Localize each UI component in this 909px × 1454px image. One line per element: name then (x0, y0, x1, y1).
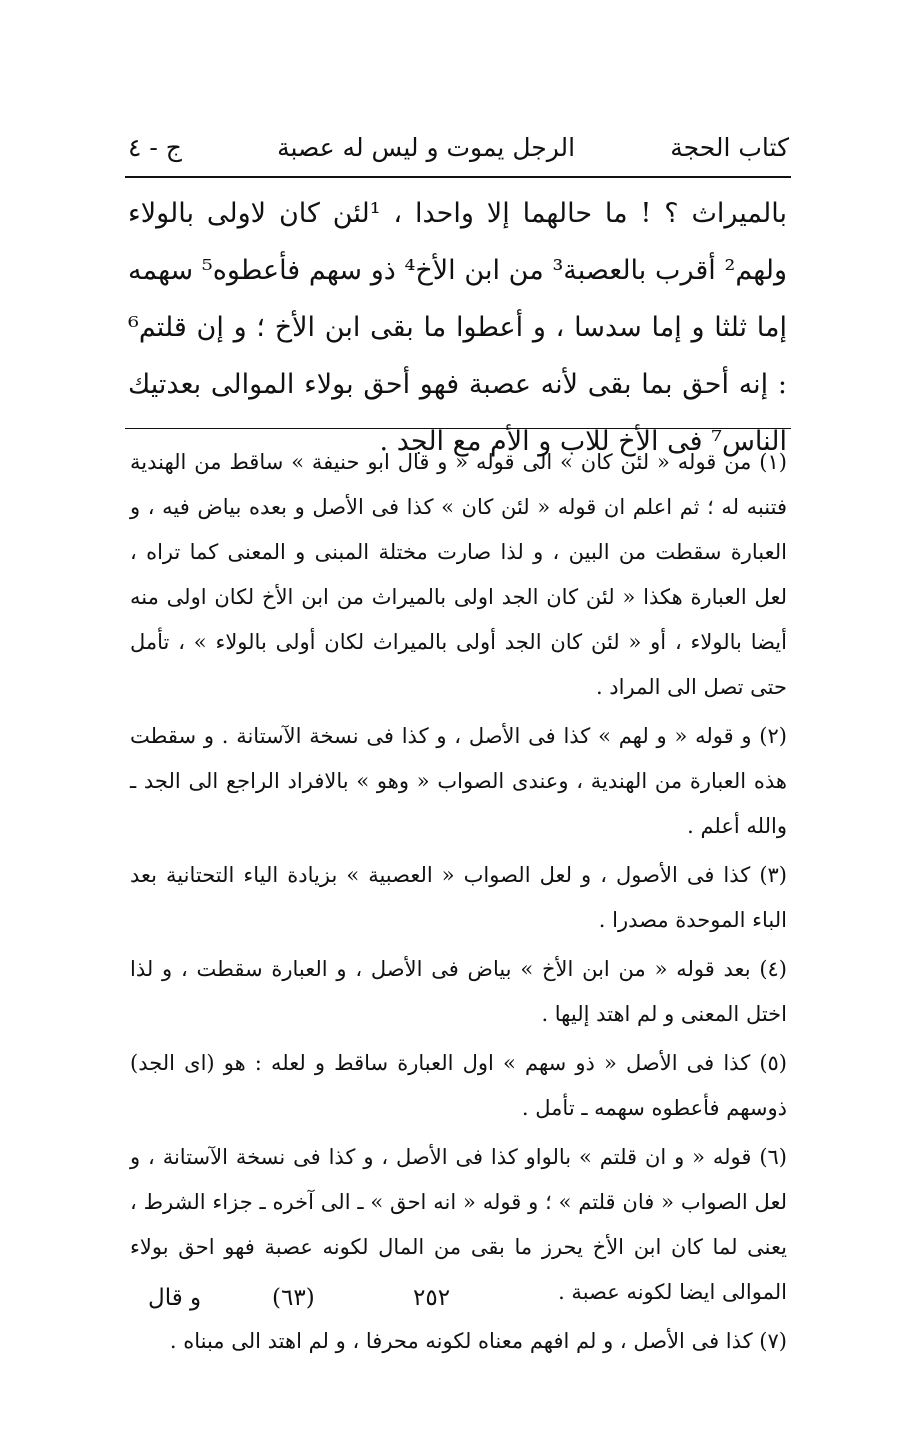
header-rule (125, 176, 791, 178)
signature-code: (٦٣) (272, 1285, 315, 1311)
footnotes (130, 440, 787, 1368)
footnote-7: (٧) كذا فى الأصل ، و لم افهم معناه لكونه محرفا ، و لم اهتد الى مبناه . (169, 1329, 787, 1353)
main-paragraph: بالميراث ؟ ! ما حالهما إلا واحدا ، ¹لئن كان لاولى بالولاء ولهم² أقرب بالعصبة³ من ابن الأخ⁴ ذو سهم فأعطوه⁵ سهمه إما ثلثا و إما سدسا ، و أعطوا ما بقى ابن الأخ ؛ و إن قلتم⁶ : إنه أحق بما بقى لأنه عصبة فهو أحق بولاء الموالى بعدتيك الناس⁷ فى الأخ للاب و الأم مع الجد . (128, 198, 787, 457)
footnote-6: (٦) قوله « و ان قلتم » بالواو كذا فى الأصل ، و كذا فى نسخة الآستانة ، و لعل الصواب « فان قلتم » ؛ و قوله « انه احق » ـ الى آخره ـ جزاء الشرط ، يعنى لما كان ابن الأخ يحرز ما بقى من المال لكونه عصبة فهو احق بولاء الموالى ايضا لكونه عصبة . (130, 1145, 787, 1304)
page-number: ٢٥٢ (413, 1285, 451, 1311)
footnote-separator (125, 428, 791, 429)
running-header (128, 122, 789, 172)
footnote-2: (٢) و قوله « و لهم » كذا فى الأصل ، و كذا فى نسخة الآستانة . و سقطت هذه العبارة من الهندية ، وعندى الصواب « وهو » بالافراد الراجع الى الجد ـ والله أعلم . (130, 724, 787, 838)
footnote-5: (٥) كذا فى الأصل « ذو سهم » اول العبارة ساقط و لعله : هو (اى الجد) ذوسهم فأعطوه سهمه ـ تأمل . (130, 1051, 787, 1120)
chapter-title: الرجل يموت و ليس له عصبة (277, 132, 576, 162)
page-footer (0, 1285, 909, 1321)
volume-label: ج - ٤ (128, 132, 182, 162)
footnote-4: (٤) بعد قوله « من ابن الأخ » بياض فى الأصل ، و العبارة سقطت ، و لذا اختل المعنى و لم اهتد إليها . (130, 957, 787, 1026)
book-title: كتاب الحجة (670, 132, 789, 162)
footnote-3: (٣) كذا فى الأصول ، و لعل الصواب « العصبية » بزيادة الياء التحتانية بعد الباء الموحدة مصدرا . (130, 863, 787, 932)
catchword: و قال (148, 1285, 202, 1311)
footnote-1: (١) من قوله « لئن كان » الى قوله « و قال ابو حنيفة » ساقط من الهندية فتنبه له ؛ ثم اعلم ان قوله « لئن كان » كذا فى الأصل و بعده بياض فيه ، و العبارة سقطت من البين ، و لذا صارت مختلة المبنى و المعنى كما تراه ، لعل العبارة هكذا « لئن كان الجد اولى بالميراث من ابن الأخ لكان اولى منه أيضا بالولاء ، أو « لئن كان الجد أولى بالميراث لكان أولى بالولاء » ، تأمل حتى تصل الى المراد . (130, 450, 787, 699)
